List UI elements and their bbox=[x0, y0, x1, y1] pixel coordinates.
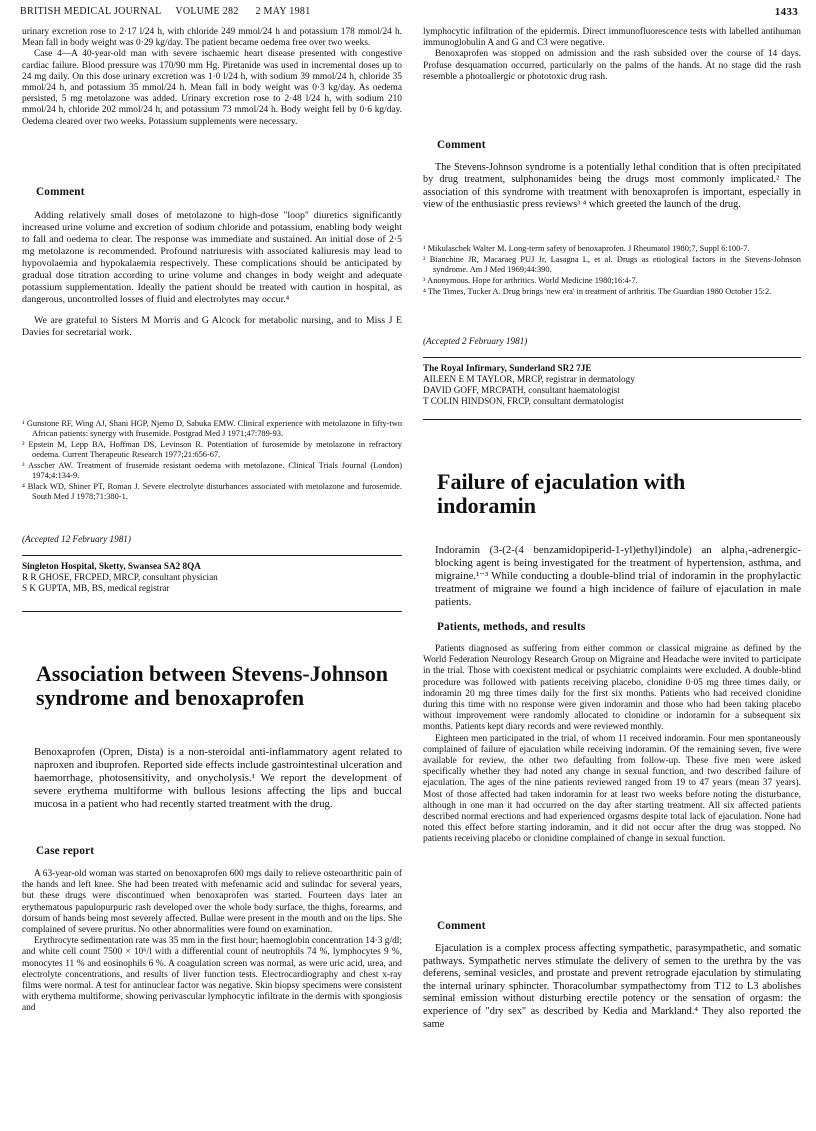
article-title: Association between Stevens-Johnson syndrome and benoxaprofen bbox=[36, 661, 389, 710]
reference: ¹ Mikulaschek Walter M. Long-term safety of benoxaprofen. J Rheumatol 1980;7, Suppl 6:100-7. bbox=[423, 244, 750, 253]
left-comment bbox=[22, 210, 402, 339]
left-references bbox=[22, 419, 402, 503]
running-header bbox=[20, 6, 798, 22]
right-column-top bbox=[423, 27, 801, 83]
reference: ⁴ Black WD, Shiner PT, Roman J. Severe electrolyte disturbances associated with metolazone and furosemide. South Med J 1978;71:380-1. bbox=[22, 482, 402, 501]
case4-paragraph: Case 4—A 40-year-old man with severe ischaemic heart disease presented with congestive cardiac failure. Blood pressure was 170/90 mm Hg. Piretanide was used in incremental doses up to 24 mg daily. On this dose urinary excretion was 1·0 l/24 h, with sodium 39 mmol/24 h, chloride 35 mmol/24 h, and potassium 35 mmol/24 h. Mean fall in body weight was 0·3 kg/day. As oedema persisted, 5 mg metolazone was added. Urinary excretion rose to 2·48 l/24 h, with sodium 210 mmol/24 h, chloride 202 mmol/24 h, and potassium 73 mmol/24 h. Body weight fell by 0·6 kg/day. Oedema cleared over two weeks. Potassium supplements were necessary. bbox=[22, 49, 402, 127]
left-affiliation bbox=[22, 561, 402, 594]
comment-heading: Comment bbox=[437, 139, 486, 151]
results-paragraph: Eighteen men participated in the trial, of whom 11 received indoramin. Four men spontaneously complained of failure of ejaculation while receiving indoramin. Of the remaining seven, five were available for review, the other two defaulting from follow-up. These five men were asked specifically whether they had noted any change in sexual function, and two described failure of ejaculation. The ages of the nine patients reviewed ranged from 19 to 47 years (mean 37 years). Most of those affected had taken indoramin for at least two weeks before noting the disturbance, although in one man it had occurred on the day after starting treatment. All six affected patients described normal erections and had experienced orgasms despite total lack of ejaculation. None had noted this effect before starting indoramin, and it did not occur after the drug was stopped. No patients receiving placebo or clonidine complained of change in sexual function. bbox=[423, 733, 801, 845]
author: T COLIN HINDSON, FRCP, consultant dermatologist bbox=[423, 396, 624, 406]
intro-paragraph: urinary excretion rose to 2·17 l/24 h, with chloride 249 mmol/24 h and potassium 178 mmol/24 h. Mean fall in body weight was 0·29 kg/day. The patient became oedema free over two weeks. bbox=[22, 27, 402, 49]
article-title: Failure of ejaculation with indoramin bbox=[437, 469, 686, 518]
article-lead: Indoramin (3-(2-(4 benzamidopiperid-1-yl)ethyl)indole) an alpha₁-adrenergic-blocking agent is being investigated for the treatment of hypertension, asthma, and migraine.¹⁻³ While conducting a double-blind trial of indoramin in the prophylactic treatment of migraine we found a high incidence of failure of ejaculation in male patients. bbox=[435, 544, 801, 608]
author: S K GUPTA, MB, BS, medical registrar bbox=[22, 583, 170, 593]
article-lead: Benoxaprofen (Opren, Dista) is a non-steroidal anti-inflammatory agent related to naproxen and ibuprofen. Reported side effects include gastrointestinal ulceration and haemorrhage, photosensitivity, and onycholysis.¹ We report the development of severe erythema multiforme with bullous lesions affecting the lips and buccal mucosa in a patient who had recently started treatment with the drug. bbox=[34, 746, 402, 810]
journal-name: BRITISH MEDICAL JOURNAL bbox=[20, 6, 162, 17]
divider bbox=[22, 611, 402, 612]
right-references bbox=[423, 244, 801, 298]
author: DAVID GOFF, MRCPATH, consultant haematologist bbox=[423, 385, 620, 395]
reference: ² Bianchine JR, Macaraeg PUJ Jr, Lasagna L, et al. Drugs as etiological factors in the Stevens-Johnson syndrome. Am J Med 1969;44:390. bbox=[423, 255, 801, 274]
left-column-top bbox=[22, 27, 402, 128]
reference: ⁴ The Times, Tucker A. Drug brings 'new era' in treatment of arthritis. The Guardian 1980 October 15:2. bbox=[423, 287, 772, 296]
reference: ³ Asscher AW. Treatment of frusemide resistant oedema with metolazone. Clinical Trials Journal (London) 1974;4:134-9. bbox=[22, 461, 402, 480]
reference: ² Epstein M, Lepp BA, Hoffman DS, Levinson R. Potentiation of furosemide by metolazone in refractory oedema. Current Therapeutic Research 1977;21:656-67. bbox=[22, 440, 402, 459]
author: AILEEN E M TAYLOR, MRCP, registrar in dermatology bbox=[423, 374, 635, 384]
methods-heading: Patients, methods, and results bbox=[437, 621, 586, 633]
right-comment bbox=[423, 162, 801, 212]
institution: Singleton Hospital, Sketty, Swansea SA2 8QA bbox=[22, 561, 201, 571]
right-comment-2 bbox=[423, 943, 801, 1031]
divider bbox=[22, 555, 402, 556]
volume: VOLUME 282 bbox=[175, 6, 239, 17]
comment-paragraph: Adding relatively small doses of metolazone to high-dose "loop" diuretics significantly increased urine volume and excretion of sodium chloride and potassium, enabling body weight to fall and oedema to clear. The response was immediate and sustained. An initial dose of 2·5 mg metolazone is recommended. Profound natriuresis with associated kaliuresis may lead to hypovolaemia and hypokalaemia respectively. These complications should be anticipated by gradual dose titration according to urine volume and changes in body weight and adequate potassium supplementation. Ideally the patient should be treated with caution in hospital, as dangerous, uncontrolled losses of fluid and electrolytes may occur.⁴ bbox=[22, 210, 402, 305]
page-number: 1433 bbox=[774, 6, 798, 18]
comment-paragraph: Ejaculation is a complex process affecting sympathetic, parasympathetic, and somatic pathways. Sympathetic nerves stimulate the delivery of semen to the urethra by the vas deferens, seminal vesicles, and prostate and prevent retrograde ejaculation by stimulating the internal urinary sphincter. Thoracolumbar sympathectomy from T12 to L3 abolishes seminal emission without disturbing erectile potency or the sensation of orgasm: the experience of "dry sex" as described by Kedia and Markland.⁴ They also reported the same bbox=[423, 943, 801, 1030]
institution: The Royal Infirmary, Sunderland SR2 7JE bbox=[423, 363, 592, 373]
case-paragraph: A 63-year-old woman was started on benoxaprofen 600 mgs daily to relieve osteoarthritic pain of the hands and left knee. She had been treated with mefenamic acid and sulindac for several years, but these drugs were discontinued when benoxaprofen was started. Fourteen days later an erythematous papulopurpuric rash developed over the whole body surface, the thighs, forearms, and dorsum of hands being most severely affected. Bullae were present in the mouth and on the lips. She complained of severe pruritus. No other abnormalities were found on examination. bbox=[22, 869, 402, 936]
case-report bbox=[22, 869, 402, 1015]
methods-results bbox=[423, 644, 801, 846]
accepted-date: (Accepted 12 February 1981) bbox=[22, 534, 131, 544]
reference: ³ Anonymous. Hope for arthritics. World Medicine 1980;16:4-7. bbox=[423, 276, 638, 285]
reference: ¹ Gunstone RF, Wing AJ, Shani HGP, Njemo D, Sabuka EMW. Clinical experience with metolazone in fifty-two African patients: synergy with frusemide. Postgrad Med J 1971;47:789-93. bbox=[22, 419, 402, 438]
comment-paragraph: The Stevens-Johnson syndrome is a potentially lethal condition that is often precipitated by drug treatment, sulphonamides being the drugs most commonly implicated.² The association of this syndrome with treatment with benoxaprofen is important, especially in view of the enthusiastic press reviews³ ⁴ which greeted the launch of the drug. bbox=[423, 162, 801, 211]
author: R R GHOSE, FRCPED, MRCP, consultant physician bbox=[22, 572, 218, 582]
issue-date: 2 MAY 1981 bbox=[255, 6, 311, 17]
accepted-date: (Accepted 2 February 1981) bbox=[423, 336, 528, 346]
journal-info bbox=[20, 6, 311, 17]
paragraph: Benoxaprofen was stopped on admission and the rash subsided over the course of 14 days. Profuse desquamation occurred, particularly on the palms of the hands. At no stage did the rash resemble a photoallergic or phototoxic drug rash. bbox=[423, 49, 801, 82]
divider bbox=[423, 419, 801, 420]
case-paragraph: Erythrocyte sedimentation rate was 35 mm in the first hour; haemoglobin concentration 14·3 g/dl; and white cell count 7500 × 10⁶/l with a differential count of neutrophils 74 %, lymphocytes 9 %, monocytes 11 % and eosinophils 6 %. A coagulation screen was normal, as were uric acid, urea, and electrolyte concentrations, and results of liver function tests. Electrocardiography and chest x-ray films were normal. A test for antinuclear factor was negative. Skin biopsy specimens were consistent with erythema multiforme, showing perivascular lymphocytic infiltrate in the dermis with spongiosis and bbox=[22, 936, 402, 1014]
acknowledgements: We are grateful to Sisters M Morris and G Alcock for metabolic nursing, and to Miss J E Davies for secretarial work. bbox=[22, 315, 402, 338]
methods-paragraph: Patients diagnosed as suffering from either common or classical migraine as defined by the World Federation Neurology Research Group on Migraine and Headache were invited to participate in the trial. Those with coexistent medical or psychiatric complaints were excluded. A double-blind procedure was followed with patients receiving placebo, clonidine 0·05 mg three times daily, or indoramin 20 mg three times daily for the first six months. Patients who had received clonidine during this time with no response were given indoramin and those who had been taking placebo without improvement were randomly allocated to clonidine or indoramin for a subsequent six months. Patients kept diary records and were reviewed monthly. bbox=[423, 644, 801, 733]
divider bbox=[423, 357, 801, 358]
continued-paragraph: lymphocytic infiltration of the epidermis. Direct immunofluorescence tests with labelled antihuman immunoglobulin A and G and C3 were negative. bbox=[423, 27, 801, 49]
right-affiliation bbox=[423, 363, 801, 407]
case-report-heading: Case report bbox=[36, 845, 95, 857]
comment-heading: Comment bbox=[437, 920, 486, 932]
comment-heading: Comment bbox=[36, 186, 85, 198]
